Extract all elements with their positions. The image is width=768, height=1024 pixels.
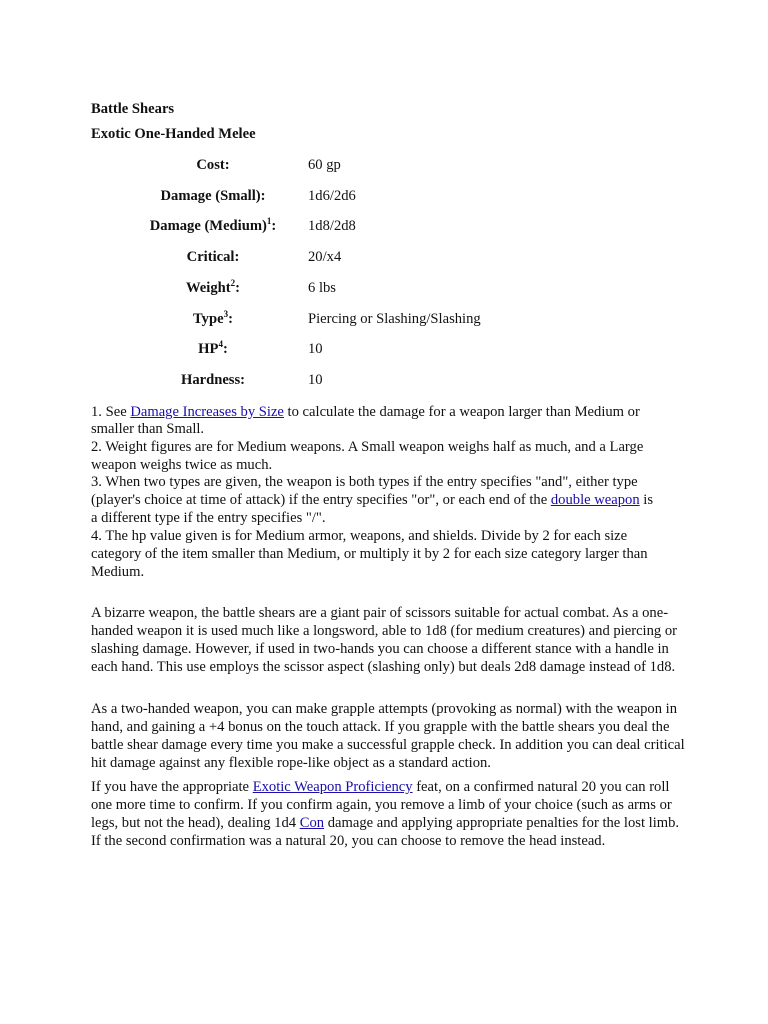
con-link[interactable]: Con	[299, 815, 325, 831]
stat-label-damage-medium: Damage (Medium)$^1$:	[149, 216, 277, 234]
stat-value-weight: 6 lbs	[308, 280, 336, 296]
stat-label-critical: Critical:	[186, 249, 240, 265]
stat-label-weight: Weight$^2$:	[186, 278, 240, 296]
stat-value-damage-small: 1d6/2d6	[308, 188, 356, 204]
double-weapon-link[interactable]: double weapon	[550, 492, 640, 508]
footnote-4-line-3: Medium.	[91, 564, 145, 580]
damage-increases-link[interactable]: Damage Increases by Size	[130, 404, 284, 420]
stat-value-critical: 20/x4	[308, 249, 342, 265]
footnote-4-line-1: 4. The hp value given is for Medium armor, weapons, and shields. Divide by 2 for each size	[91, 528, 628, 544]
weapon-title: Battle Shears	[91, 101, 175, 117]
stat-label-cost: Cost:	[196, 157, 230, 173]
stat-label-damage-small: Damage (Small):	[160, 188, 266, 204]
footnote-2-line-2: weapon weighs twice as much.	[91, 457, 273, 473]
stat-value-hp: 10	[308, 341, 323, 357]
description-paragraph-2: As a two-handed weapon, you can make grapple attempts (provoking as normal) with the weapon in hand, and gaining a +4 bonus on the touch attack. If you grapple with the battle shears you deal the battle shear damage every time you make a successful grapple check. In addition you can deal critical hit damage against any flexible rope-like object as a standard action.	[91, 701, 685, 771]
exotic-weapon-proficiency-link[interactable]: Exotic Weapon Proficiency	[252, 779, 413, 795]
stat-value-hardness: 10	[308, 372, 323, 388]
footnote-3-line-3: a different type if the entry specifies "/".	[91, 510, 326, 526]
footnote-1-line-1: 1. See Damage Increases by Size to calculate the damage for a weapon larger than Medium or	[91, 404, 640, 420]
stat-label-type: Type$^3$:	[193, 309, 233, 327]
description-paragraph-3: If you have the appropriate Exotic Weapon Proficiency feat, on a confirmed natural 20 you can roll one more time to confirm. If you confirm again, you remove a limb of your choice (such as arms or legs, but not the head), dealing 1d4 Con damage and applying appropriate penalties for the lost limb. If the second confirmation was a natural 20, you can choose to remove the head instead.	[91, 779, 680, 849]
footnote-2-line-1: 2. Weight figures are for Medium weapons. A Small weapon weighs half as much, and a Large	[91, 439, 644, 455]
stat-value-cost: 60 gp	[308, 157, 341, 173]
stat-label-hardness: Hardness:	[180, 372, 246, 388]
description-paragraph-1: A bizarre weapon, the battle shears are a giant pair of scissors suitable for actual combat. As a one-handed weapon it is used much like a longsword, able to 1d8 (for medium creatures) and piercing or slashing damage. However, if used in two-hands you can choose a different stance with a handle in each hand. This use employs the scissor aspect (slashing only) but deals 2d8 damage instead of 1d8.	[91, 605, 678, 675]
stat-label-hp: $HP^4$:	[198, 339, 228, 357]
footnote-1-line-2: smaller than Small.	[91, 421, 205, 437]
footnote-3-line-2: (player's choice at time of attack) if the entry specifies "or", or each end of the double weapon is	[91, 492, 654, 508]
weapon-category: Exotic One-Handed Melee	[91, 126, 256, 142]
footnote-3-line-1: 3. When two types are given, the weapon is both types if the entry specifies "and", either type	[91, 474, 638, 490]
stat-value-damage-medium: 1d8/2d8	[308, 218, 356, 234]
stat-value-type: Piercing or Slashing/Slashing	[308, 311, 481, 327]
footnote-4-line-2: category of the item smaller than Medium, or multiply it by 2 for each size category larger than	[91, 546, 648, 562]
